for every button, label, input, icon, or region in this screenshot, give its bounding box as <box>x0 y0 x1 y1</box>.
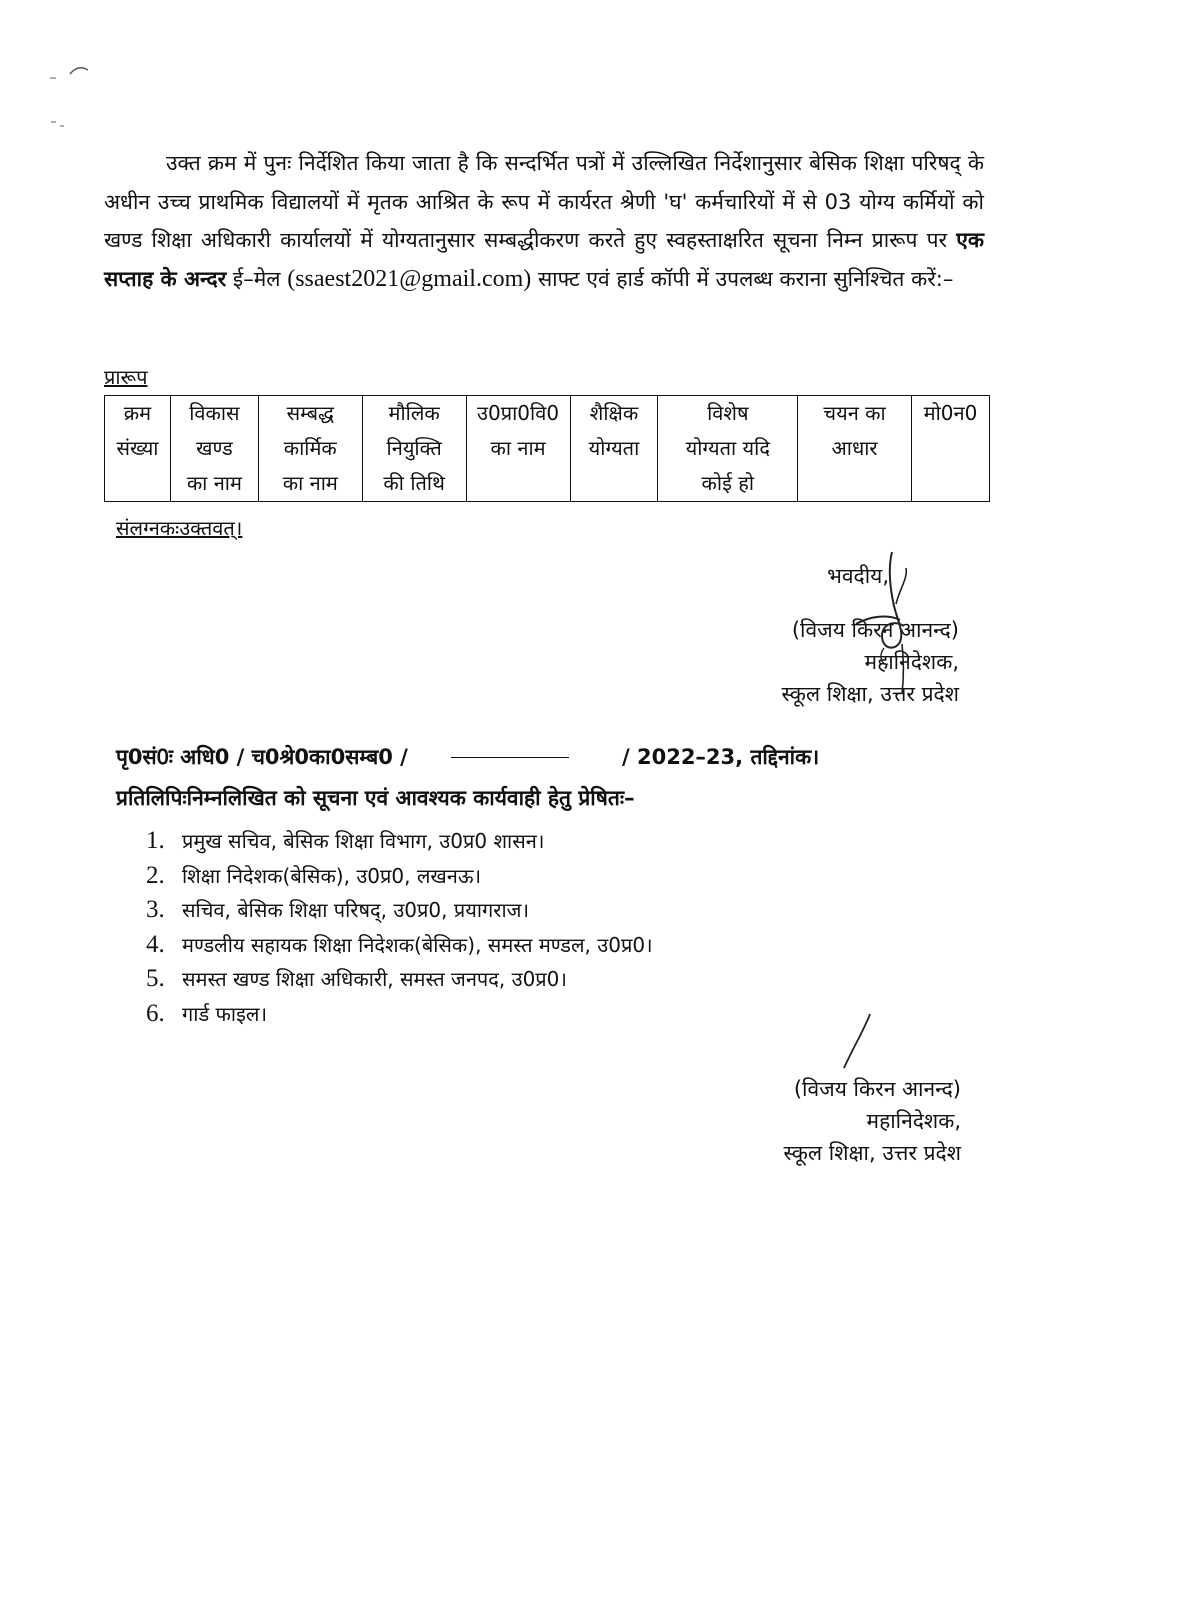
table-header-row <box>105 396 990 502</box>
reference-prefix: पृ0सं0ः अधि0 / च0श्रे0का0सम्ब0 / <box>116 745 408 769</box>
table-header-cell: विशेष योग्यता यदि कोई हो <box>658 396 798 502</box>
table-header-cell: सम्बद्ध कार्मिक का नाम <box>258 396 362 502</box>
enclosure-note: संलग्नकःउक्तवत्। <box>116 516 243 540</box>
handwritten-signature-1 <box>848 548 928 698</box>
email-address: (ssaest2021@gmail.com) <box>287 265 532 292</box>
table-header-cell: मो0न0 <box>911 396 989 502</box>
deadline-text: एक सप्ताह के अन्दर <box>104 228 984 291</box>
table-header-cell: मौलिक नियुक्ति की तिथि <box>362 396 466 502</box>
reference-blank-line <box>451 757 569 758</box>
table-header-cell: उ0प्रा0वि0 का नाम <box>466 396 570 502</box>
table-header-cell: विकास खण्ड का नाम <box>170 396 258 502</box>
signatory-designation: महानिदेशक, <box>864 650 959 674</box>
list-item: 3. सचिव, बेसिक शिक्षा परिषद्, उ0प्र0, प्रयागराज। <box>146 896 530 923</box>
body-paragraph <box>104 144 984 298</box>
table-header-cell: शैक्षिक योग्यता <box>570 396 658 502</box>
reference-suffix: / 2022–23, तद्दिनांक। <box>622 745 820 769</box>
closing-salutation: भवदीय, <box>827 564 889 588</box>
body-text-1: उक्त क्रम में पुनः निर्देशित किया जाता है कि सन्दर्भित पत्रों में उल्लिखित निर्देशानुसार बेसिक शिक्षा परिषद् के अधीन उच्च प्राथमिक विद्यालयों में मृतक आश्रित के रूप में कार्यरत श्रेणी 'घ' कर्मचारियों में से 03 योग्य कर्मियों को खण्ड शिक्षा अधिकारी कार्यालयों में योग्यतानुसार सम्बद्धीकरण करते हुए स्वहस्ताक्षरित सूचना निम्न प्रारूप पर <box>104 151 984 252</box>
scan-corner-mark <box>48 60 88 130</box>
copy-to-heading: प्रतिलिपिःनिम्नलिखित को सूचना एवं आवश्यक कार्यवाही हेतु प्रेषितः– <box>116 786 635 810</box>
list-item: 2. शिक्षा निदेशक(बेसिक), उ0प्र0, लखनऊ। <box>146 861 482 889</box>
table-header-cell: क्रम संख्या <box>105 396 171 502</box>
list-item: 4. मण्डलीय सहायक शिक्षा निदेशक(बेसिक), समस्त मण्डल, उ0प्र0। <box>146 930 653 958</box>
signatory-name: (विजय किरन आनन्द) <box>793 1077 961 1101</box>
handwritten-signature-2 <box>838 1012 878 1072</box>
list-item: 1. प्रमुख सचिव, बेसिक शिक्षा विभाग, उ0प्र0 शासन। <box>146 827 545 854</box>
body-text-3: साफ्ट एवं हार्ड कॉपी में उपलब्ध कराना सुनिश्चित करें:– <box>531 266 954 291</box>
format-table <box>104 395 990 502</box>
format-label: प्रारूप <box>104 365 148 389</box>
signatory-office: स्कूल शिक्षा, उत्तर प्रदेश <box>781 682 959 706</box>
signature-block-2 <box>784 1073 961 1169</box>
list-item: 6. गार्ड फाइल। <box>146 999 268 1027</box>
body-text-2: ई–मेल <box>226 266 288 291</box>
copy-to-list <box>146 824 653 1031</box>
table-header-cell: चयन का आधार <box>798 396 912 502</box>
signatory-office: स्कूल शिक्षा, उत्तर प्रदेश <box>783 1141 961 1165</box>
signatory-name: (विजय किरन आनन्द) <box>791 618 959 642</box>
list-item: 5. समस्त खण्ड शिक्षा अधिकारी, समस्त जनपद, उ0प्र0। <box>146 965 567 992</box>
signatory-designation: महानिदेशक, <box>866 1109 961 1133</box>
